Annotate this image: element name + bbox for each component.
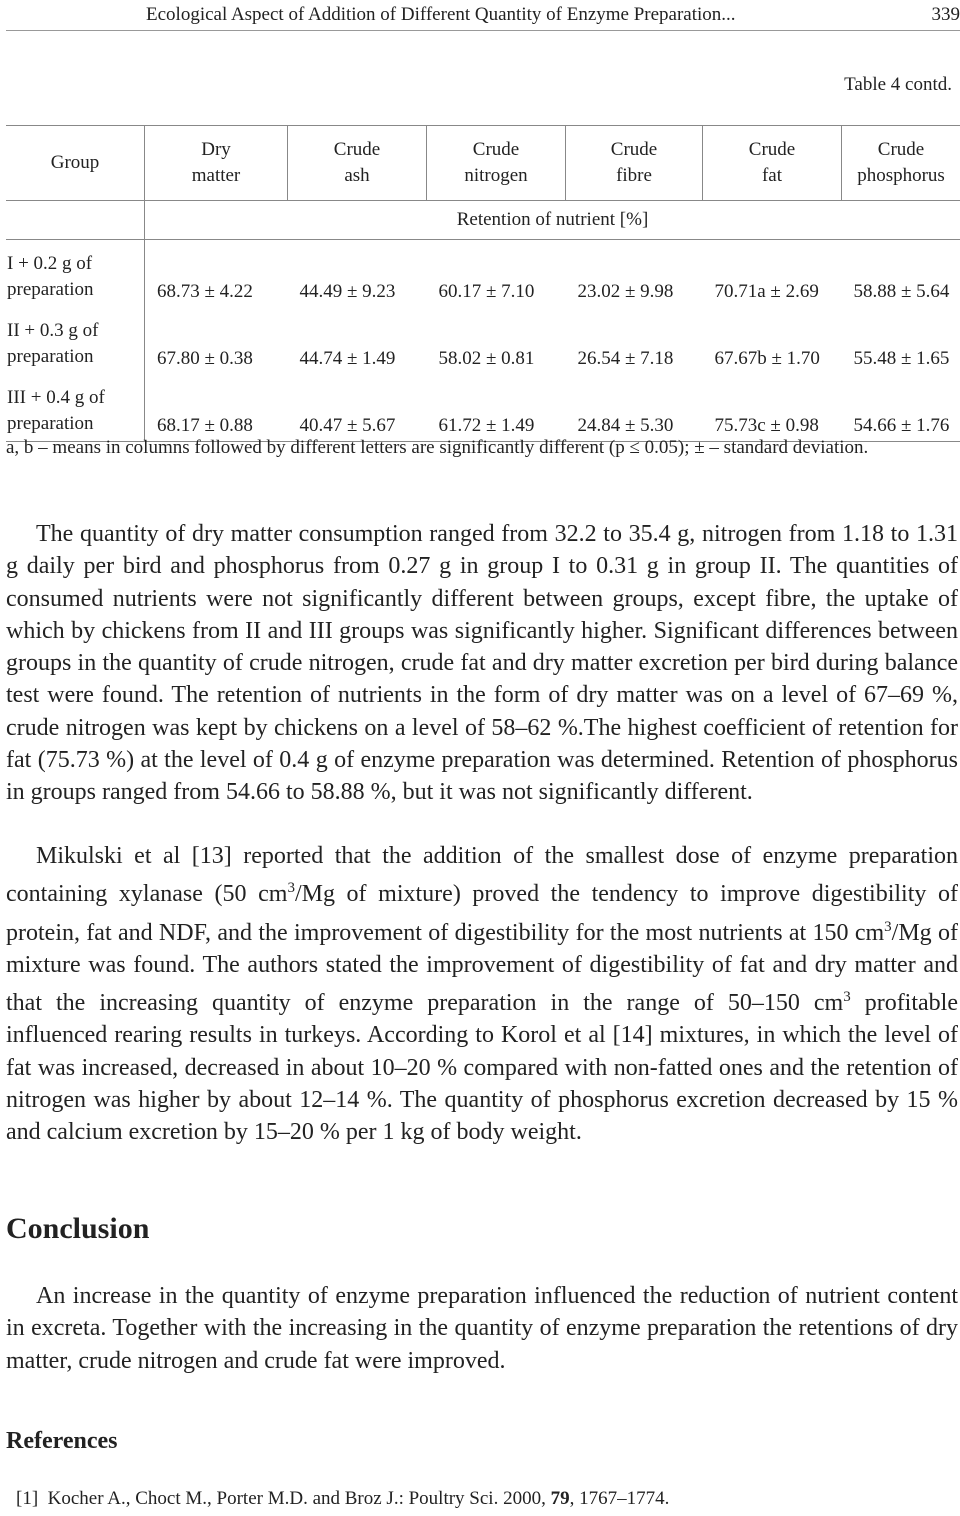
table-caption: Table 4 contd. bbox=[844, 74, 952, 95]
value-cell: 67.80 ± 0.38 bbox=[157, 348, 253, 369]
value-cell: 70.71a ± 2.69 bbox=[714, 281, 819, 302]
col-header-crude-nitrogen: Crude nitrogen bbox=[427, 126, 566, 201]
value-cell: 24.84 ± 5.30 bbox=[566, 374, 703, 442]
value-cell: 55.48 ± 1.65 bbox=[853, 348, 950, 369]
table-footnote: a, b – means in columns followed by different letters are significantly different (p ≤ 0.05); ± – standard deviation. bbox=[6, 437, 869, 458]
value-cell: 40.47 ± 5.67 bbox=[288, 374, 427, 442]
value-cell: 58.02 ± 0.81 bbox=[438, 348, 535, 369]
col-header-group: Group bbox=[6, 126, 145, 201]
reference-item: [1] Kocher A., Choct M., Porter M.D. and Broz J.: Poultry Sci. 2000, 79, 1767–1774. bbox=[16, 1488, 670, 1509]
page-number: 339 bbox=[931, 4, 960, 25]
table-header-row bbox=[6, 126, 960, 201]
value-cell: 44.74 ± 1.49 bbox=[299, 348, 396, 369]
table-row bbox=[6, 374, 960, 442]
col-header-crude-ash: Crude ash bbox=[288, 126, 427, 201]
group-cell: I + 0.2 g of preparation bbox=[6, 240, 145, 308]
references-heading: References bbox=[6, 1428, 118, 1454]
value-cell: 23.02 ± 9.98 bbox=[577, 281, 674, 302]
col-header-crude-fat: Crude fat bbox=[703, 126, 842, 201]
table-subheader-row bbox=[6, 201, 960, 240]
value-cell: 26.54 ± 7.18 bbox=[577, 348, 674, 369]
value-cell: 75.73c ± 0.98 bbox=[703, 374, 842, 442]
value-cell: 44.49 ± 9.23 bbox=[299, 281, 396, 302]
retention-table bbox=[6, 125, 960, 442]
value-cell: 68.73 ± 4.22 bbox=[157, 281, 253, 302]
group-cell: III + 0.4 g of preparation bbox=[6, 374, 145, 442]
retention-subheader: Retention of nutrient [%] bbox=[145, 201, 960, 240]
value-cell: 60.17 ± 7.10 bbox=[438, 281, 535, 302]
results-paragraph: The quantity of dry matter consumption ranged from 32.2 to 35.4 g, nitrogen from 1.18 to 1.31 g daily per bird and phosphorus from 0.27 g in group I to 0.31 g in group II. The quantities of consumed nutrients were not significantly different between groups, except fibre, the uptake of which by chickens from II and III groups was significantly higher. Significant differences between groups in the quantity of crude nitrogen, crude fat and dry matter excretion per bird during balance test were found. The retention of nutrients in the form of dry matter was on a level of 67–69 %, crude nitrogen was kept by chickens on a level of 58–62 %.The highest coefficient of retention for fat (75.73 %) at the level of 0.4 g of enzyme preparation was determined. Retention of phosphorus in groups ranged from 54.66 to 58.88 %, but it was not significantly different. bbox=[6, 521, 958, 806]
value-cell: 54.66 ± 1.76 bbox=[842, 374, 960, 442]
discussion-paragraph: Mikulski et al [13] reported that the addition of the smallest dose of enzyme preparation containing xylanase (50 $cm^3/Mg$ of mixture) proved the tendency to improve digestibility of protein, fat and NDF, and the improvement of digestibility for the most nutrients at 150 $cm^3/Mg$ of mixture was found. The authors stated the improvement of digestibility of fat and dry matter and that the increasing quantity of enzyme preparation in the range of 50–150 $cm^3$ profitable influenced rearing results in turkeys. According to Korol et al [14] mixtures, in which the level of fat was increased, decreased in about 10–20 % compared with non-fatted ones and the retention of nitrogen was higher by about 12–14 %. The quantity of phosphorus excretion decreased by 15 % and calcium excretion by 15–20 % per 1 kg of body weight. bbox=[6, 843, 958, 1146]
value-cell: 67.67b ± 1.70 bbox=[714, 348, 820, 369]
conclusion-paragraph: An increase in the quantity of enzyme preparation influenced the reduction of nutrient content in excreta. Together with the increasing in the quantity of enzyme preparation the retentions of dry matter, crude nitrogen and crude fat were improved. bbox=[6, 1283, 958, 1374]
group-cell: II + 0.3 g of preparation bbox=[6, 307, 145, 374]
col-header-crude-fibre: Crude fibre bbox=[566, 126, 703, 201]
table-row bbox=[6, 307, 960, 374]
value-cell: 61.72 ± 1.49 bbox=[427, 374, 566, 442]
col-header-crude-phosphorus: Crude phosphorus bbox=[842, 126, 960, 201]
value-cell: 58.88 ± 5.64 bbox=[853, 281, 950, 302]
value-cell: 68.17 ± 0.88 bbox=[145, 374, 288, 442]
running-title: Ecological Aspect of Addition of Different Quantity of Enzyme Preparation... bbox=[146, 4, 736, 25]
table-row bbox=[6, 240, 960, 308]
conclusion-heading: Conclusion bbox=[6, 1212, 150, 1245]
col-header-dry-matter: Dry matter bbox=[145, 126, 288, 201]
running-header bbox=[6, 0, 960, 31]
